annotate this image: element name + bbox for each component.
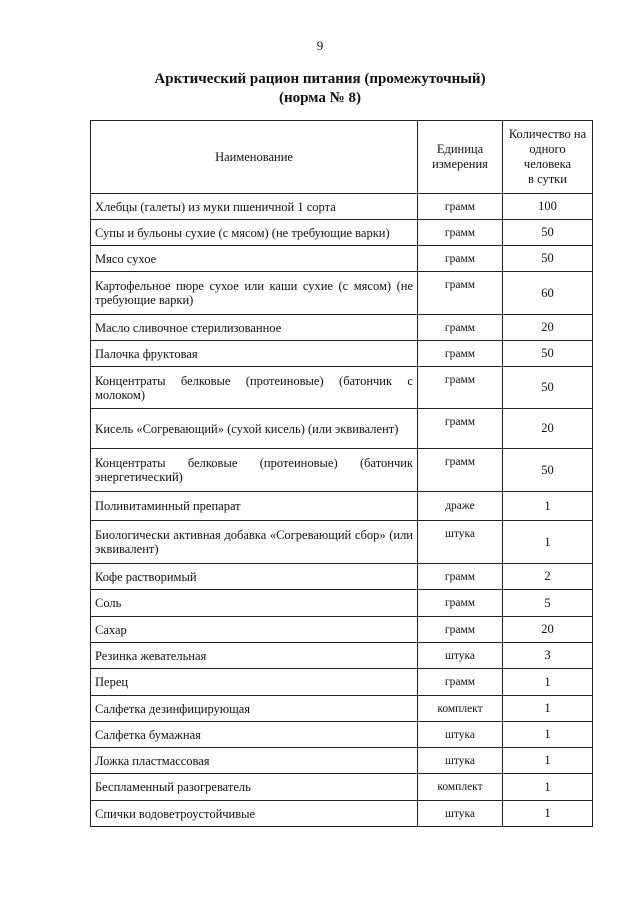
row-unit: грамм — [418, 272, 503, 315]
row-name: Супы и бульоны сухие (с мясом) (не требующие варки) — [91, 220, 418, 246]
row-unit: грамм — [418, 449, 503, 492]
row-quantity: 1 — [503, 696, 593, 722]
row-name: Салфетка бумажная — [91, 722, 418, 748]
table-row — [91, 564, 593, 590]
header-unit-line: Единица — [436, 142, 484, 156]
row-unit: штука — [418, 643, 503, 669]
row-quantity: 1 — [503, 669, 593, 696]
row-name: Соль — [91, 590, 418, 617]
row-name: Концентраты белковые (протеиновые) (батончик энергетический) — [91, 449, 418, 492]
table-row — [91, 409, 593, 449]
row-name: Резинка жевательная — [91, 643, 418, 669]
table-row — [91, 696, 593, 722]
header-unit — [418, 121, 503, 194]
row-quantity: 2 — [503, 564, 593, 590]
row-name: Кисель «Согревающий» (сухой кисель) (или эквивалент) — [91, 409, 418, 449]
row-unit: грамм — [418, 564, 503, 590]
page-number: 9 — [316, 38, 324, 53]
row-quantity: 1 — [503, 748, 593, 774]
header-quantity — [503, 121, 593, 194]
row-unit: драже — [418, 492, 503, 521]
table-row — [91, 315, 593, 341]
row-name: Картофельное пюре сухое или каши сухие (с мясом) (не требующие варки) — [91, 272, 418, 315]
row-name: Хлебцы (галеты) из муки пшеничной 1 сорта — [91, 194, 418, 220]
table-row — [91, 774, 593, 801]
row-quantity: 20 — [503, 315, 593, 341]
row-unit: грамм — [418, 220, 503, 246]
row-quantity: 1 — [503, 492, 593, 521]
table-row — [91, 801, 593, 827]
row-quantity: 1 — [503, 774, 593, 801]
header-unit-line: измерения — [432, 157, 488, 171]
table-row — [91, 617, 593, 643]
table-row — [91, 492, 593, 521]
document-title — [0, 70, 640, 108]
table-row — [91, 643, 593, 669]
title-line-2: (норма № 8) — [279, 90, 361, 106]
row-unit: штука — [418, 801, 503, 827]
ration-table — [90, 120, 593, 827]
table-row — [91, 722, 593, 748]
table-row — [91, 367, 593, 409]
table-row — [91, 220, 593, 246]
row-name: Концентраты белковые (протеиновые) (батончик с молоком) — [91, 367, 418, 409]
row-name: Ложка пластмассовая — [91, 748, 418, 774]
row-unit: грамм — [418, 194, 503, 220]
row-unit: грамм — [418, 246, 503, 272]
row-name: Кофе растворимый — [91, 564, 418, 590]
header-quantity-line: Количество на — [508, 127, 587, 141]
row-unit: грамм — [418, 367, 503, 409]
row-name: Масло сливочное стерилизованное — [91, 315, 418, 341]
row-name: Биологически активная добавка «Согревающий сбор» (или эквивалент) — [91, 521, 418, 564]
row-quantity: 100 — [503, 194, 593, 220]
row-name: Спички водоветроустойчивые — [91, 801, 418, 827]
table-header-row — [91, 121, 593, 194]
table-row — [91, 246, 593, 272]
row-unit: грамм — [418, 341, 503, 367]
row-quantity: 1 — [503, 521, 593, 564]
row-quantity: 5 — [503, 590, 593, 617]
row-quantity: 20 — [503, 409, 593, 449]
row-name: Беспламенный разогреватель — [91, 774, 418, 801]
row-quantity: 50 — [503, 449, 593, 492]
row-quantity: 50 — [503, 220, 593, 246]
title-line-1: Арктический рацион питания (промежуточный) — [154, 71, 486, 87]
row-unit: грамм — [418, 617, 503, 643]
row-quantity: 20 — [503, 617, 593, 643]
row-unit: штука — [418, 722, 503, 748]
row-name: Перец — [91, 669, 418, 696]
table-row — [91, 272, 593, 315]
header-quantity-line: одного — [529, 142, 566, 156]
row-quantity: 50 — [503, 367, 593, 409]
row-unit: комплект — [418, 774, 503, 801]
row-name: Поливитаминный препарат — [91, 492, 418, 521]
row-name: Мясо сухое — [91, 246, 418, 272]
table-row — [91, 669, 593, 696]
row-quantity: 60 — [503, 272, 593, 315]
table-row — [91, 521, 593, 564]
row-unit: грамм — [418, 590, 503, 617]
row-quantity: 1 — [503, 722, 593, 748]
row-unit: штука — [418, 748, 503, 774]
header-quantity-line: человека — [523, 157, 572, 171]
row-quantity: 3 — [503, 643, 593, 669]
row-name: Палочка фруктовая — [91, 341, 418, 367]
row-quantity: 50 — [503, 246, 593, 272]
row-name: Салфетка дезинфицирующая — [91, 696, 418, 722]
table-row — [91, 449, 593, 492]
row-quantity: 1 — [503, 801, 593, 827]
header-quantity-line: в сутки — [528, 172, 567, 186]
row-quantity: 50 — [503, 341, 593, 367]
table-row — [91, 748, 593, 774]
table-row — [91, 590, 593, 617]
row-unit: комплект — [418, 696, 503, 722]
row-unit: штука — [418, 521, 503, 564]
row-unit: грамм — [418, 315, 503, 341]
row-unit: грамм — [418, 669, 503, 696]
row-name: Сахар — [91, 617, 418, 643]
header-name: Наименование — [91, 121, 418, 194]
table-row — [91, 341, 593, 367]
table-row — [91, 194, 593, 220]
row-unit: грамм — [418, 409, 503, 449]
